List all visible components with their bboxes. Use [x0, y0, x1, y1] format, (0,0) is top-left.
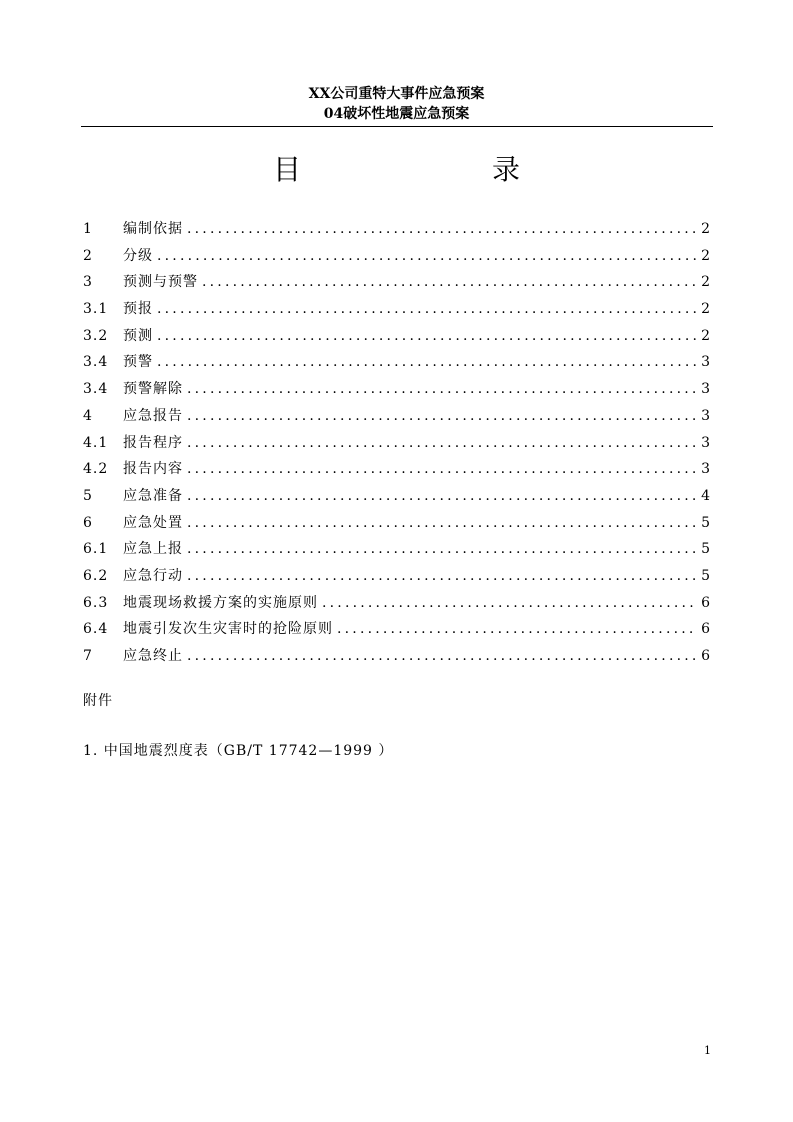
toc-entry-page: 4 — [701, 487, 711, 504]
toc-entry-page: 6 — [701, 594, 711, 611]
toc-entry-number: 6.2 — [83, 567, 109, 584]
toc-entry-page: 6 — [701, 621, 711, 638]
toc-entry-number: 2 — [83, 247, 93, 264]
toc-entry-page: 2 — [701, 221, 711, 237]
toc-entry-title: 应急处置 — [123, 514, 183, 531]
toc-entry-title: 预测 — [123, 327, 153, 344]
toc-entry-number: 3.4 — [83, 381, 109, 398]
toc-entry-title: 应急行动 — [123, 567, 183, 584]
toc-entry-number: 6.4 — [83, 621, 109, 638]
toc-entry-title: 应急终止 — [123, 648, 183, 664]
toc-entry-title: 编制依据 — [123, 221, 183, 237]
toc-entry[interactable] — [83, 271, 711, 298]
toc-entry-title: 报告程序 — [123, 434, 183, 451]
toc-entry-number: 3.4 — [83, 354, 109, 371]
toc-entry[interactable] — [83, 432, 711, 459]
toc-entry-title: 地震引发次生灾害时的抢险原则 — [123, 621, 333, 638]
toc-entry-title: 预警 — [123, 354, 153, 371]
toc-leader-dots — [187, 221, 697, 237]
header-rule — [81, 126, 713, 127]
toc-entry[interactable] — [83, 592, 711, 619]
toc-leader-dots — [187, 381, 697, 397]
toc-entry[interactable] — [83, 245, 711, 272]
toc-entry[interactable] — [83, 645, 711, 672]
toc-entry-page: 3 — [701, 461, 711, 478]
toc-leader-dots — [157, 248, 697, 264]
toc-entry-page: 2 — [701, 327, 711, 344]
toc-entry-page: 2 — [701, 274, 711, 291]
toc-leader-dots — [187, 408, 697, 424]
toc-entry[interactable] — [83, 378, 711, 405]
toc-entry-page: 2 — [701, 301, 711, 318]
toc-leader-dots — [157, 301, 697, 317]
attachment-item: 1. 中国地震烈度表（GB/T 17742—1999 ） — [83, 743, 394, 759]
toc-entry-page: 2 — [701, 247, 711, 264]
toc-entry-title: 应急上报 — [123, 541, 183, 558]
toc-entry-page: 6 — [701, 648, 711, 664]
toc-entry-title: 分级 — [123, 247, 153, 264]
toc-entry-page: 5 — [701, 541, 711, 558]
toc-leader-dots — [187, 461, 697, 477]
toc-entry-title: 地震现场救援方案的实施原则 — [123, 594, 318, 611]
toc-leader-dots — [187, 541, 697, 557]
toc-leader-dots — [187, 648, 697, 664]
toc-leader-dots — [187, 568, 697, 584]
toc-heading-right: 录 — [492, 153, 521, 186]
toc-entry[interactable] — [83, 298, 711, 325]
toc-entry-page: 3 — [701, 381, 711, 398]
toc-entry[interactable] — [83, 351, 711, 378]
page-number: 1 — [704, 1044, 711, 1057]
toc-leader-dots — [157, 354, 697, 370]
toc-entry-title: 预报 — [123, 301, 153, 318]
toc-entry[interactable] — [83, 218, 711, 245]
toc-leader-dots — [187, 488, 697, 504]
toc-entry[interactable] — [83, 325, 711, 352]
toc-entry[interactable] — [83, 485, 711, 512]
toc-entry-number: 1 — [83, 221, 93, 237]
toc-entry-page: 3 — [701, 434, 711, 451]
toc-entry[interactable] — [83, 618, 711, 645]
toc-entry-page: 5 — [701, 514, 711, 531]
toc-entry-number: 5 — [83, 487, 93, 504]
toc-entry-page: 3 — [701, 354, 711, 371]
toc-leader-dots — [187, 515, 697, 531]
toc-entry[interactable] — [83, 565, 711, 592]
table-of-contents — [83, 218, 711, 672]
toc-entry-title: 应急报告 — [123, 407, 183, 424]
toc-entry-number: 4.1 — [83, 434, 109, 451]
toc-entry-number: 3.2 — [83, 327, 109, 344]
toc-leader-dots — [187, 435, 697, 451]
toc-entry-number: 3 — [83, 274, 93, 291]
toc-entry-title: 预警解除 — [123, 381, 183, 398]
toc-entry-number: 4 — [83, 407, 93, 424]
toc-heading-left: 目 — [273, 153, 302, 186]
toc-entry[interactable] — [83, 512, 711, 539]
toc-leader-dots — [202, 274, 697, 290]
document-header-subtitle: 04破坏性地震应急预案 — [323, 106, 470, 122]
toc-leader-dots — [337, 621, 697, 637]
toc-entry-page: 3 — [701, 407, 711, 424]
toc-entry-number: 6.1 — [83, 541, 109, 558]
toc-entry-page: 5 — [701, 567, 711, 584]
toc-entry-title: 预测与预警 — [123, 274, 198, 291]
toc-entry-number: 3.1 — [83, 301, 109, 318]
toc-leader-dots — [157, 328, 697, 344]
toc-entry-number: 6 — [83, 514, 93, 531]
toc-entry-title: 应急准备 — [123, 487, 183, 504]
toc-entry[interactable] — [83, 458, 711, 485]
toc-entry-title: 报告内容 — [123, 461, 183, 478]
toc-entry-number: 7 — [83, 648, 93, 664]
toc-entry[interactable] — [83, 538, 711, 565]
toc-entry-number: 6.3 — [83, 594, 109, 611]
document-header-title: XX公司重特大事件应急预案 — [308, 86, 485, 102]
attachments-heading: 附件 — [83, 693, 113, 709]
toc-entry[interactable] — [83, 405, 711, 432]
toc-leader-dots — [322, 595, 697, 611]
toc-entry-number: 4.2 — [83, 461, 109, 478]
